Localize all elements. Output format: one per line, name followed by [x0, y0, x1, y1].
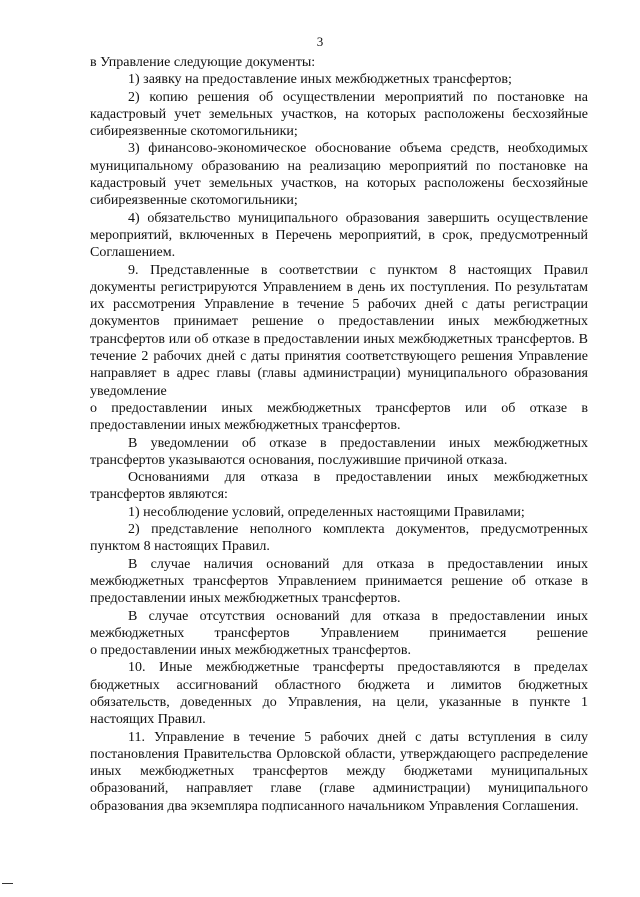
paragraph-refusal-decision: В случае наличия оснований для отказа в предоставлении иных межбюджетных трансфертов Управлением принимается решение об отказе в предоставлении иных межбюджетных трансфертов. — [90, 556, 588, 607]
list-item-noncompliance: 1) несоблюдение условий, определенных настоящими Правилами; — [128, 504, 525, 520]
page-number: 3 — [316, 34, 324, 49]
paragraph-refusal-grounds: Основаниями для отказа в предоставлении иных межбюджетных трансфертов являются: — [90, 470, 588, 503]
paragraph-9-continuation: о предоставлении иных межбюджетных трансфертов или об отказе в предоставлении иных межбюджетных трансфертов. — [90, 400, 588, 434]
paragraph-11: 11. Управление в течение 5 рабочих дней с даты вступления в силу постановления Правительства Орловской области, утверждающего распределение иных межбюджетных трансфертов между бюджетами муниципальных образований, направляет главе (главе администрации) муниципального образования два экземпляра подписанного начальником Управления Соглашения. — [90, 729, 588, 814]
paragraph-10: 10. Иные межбюджетные трансферты предоставляются в пределах бюджетных ассигнований областного бюджета и лимитов бюджетных обязательств, доведенных до Управления, на цели, указанные в пункте 1 настоящих Правил. — [90, 660, 588, 728]
list-item-application: 1) заявку на предоставление иных межбюджетных трансфертов; — [128, 72, 512, 88]
list-item-decision-copy: 2) копию решения об осуществлении мероприятий по постановке на кадастровый учет земельных участков, на которых расположены бесхозяйные сибиреязвенные скотомогильники; — [90, 89, 588, 140]
list-item-obligation: 4) обязательство муниципального образования завершить осуществление мероприятий, включенных в Перечень мероприятий, в срок, предусмотренный Соглашением. — [90, 210, 588, 261]
list-item-financial-justification: 3) финансово-экономическое обоснование объема средств, необходимых муниципальному образованию на реализацию мероприятий по постановке на кадастровый учет земельных участков, на которых расположены бесхозяйные сибиреязвенные скотомогильники; — [90, 141, 588, 209]
document-body — [90, 54, 588, 815]
paragraph-grant-decision-continuation: о предоставлении иных межбюджетных трансфертов. — [90, 643, 412, 659]
paragraph-intro: в Управление следующие документы: — [90, 55, 316, 70]
paragraph-9: 9. Представленные в соответствии с пунктом 8 настоящих Правил документы регистрируются Управлением в день их поступления. По результатам их рассмотрения Управление в течение 5 рабочих дней с даты регистрации документов принимает решение о предоставлении иных межбюджетных трансфертов или об отказе в предоставлении иных межбюджетных трансфертов. В течение 2 рабочих дней с даты принятия соответствующего решения Управление направляет в адрес главы (главы администрации) муниципального образования уведомление — [90, 262, 588, 399]
margin-mark — [2, 883, 13, 884]
paragraph-refusal-notice: В уведомлении об отказе в предоставлении иных межбюджетных трансфертов указываются основания, послужившие причиной отказа. — [90, 435, 588, 468]
list-item-incomplete-documents: 2) представление неполного комплекта документов, предусмотренных пунктом 8 настоящих Правил. — [90, 522, 588, 555]
paragraph-grant-decision: В случае отсутствия оснований для отказа в предоставлении иных межбюджетных трансфертов Управлением принимается решение — [90, 608, 588, 641]
